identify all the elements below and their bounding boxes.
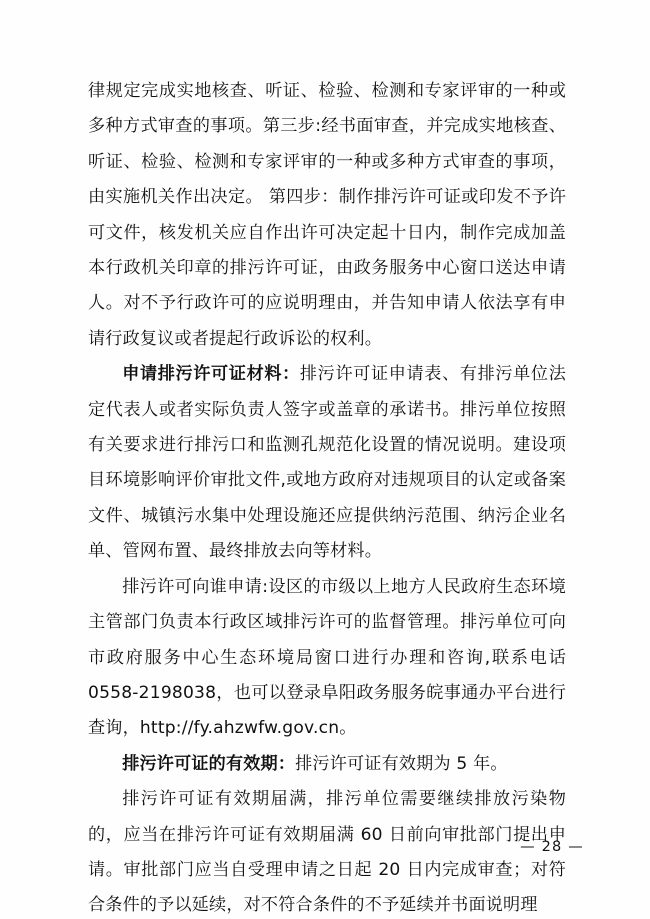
page-body <box>88 74 566 919</box>
page-number: — 28 — <box>520 839 584 855</box>
paragraph-2-text: 排污许可证申请表、有排污单位法定代表人或者实际负责人签字或盖章的承诺书。排污单位按照有关要求进行排污口和监测孔规范化设置的情况说明。建设项目环境影响评价审批文件,或地方政府对违规项目的认定或备案文件、城镇污水集中处理设施还应提供纳污范围、纳污企业名单、管网布置、最终排放去向等材料。 <box>88 364 567 562</box>
paragraph-4-text: 排污许可证有效期为 5 年。 <box>295 753 508 774</box>
paragraph-2 <box>88 357 566 569</box>
paragraph-4 <box>88 747 566 782</box>
paragraph-4-bold-lead: 排污许可证的有效期： <box>122 753 296 774</box>
paragraph-2-bold-lead: 申请排污许可证材料： <box>122 364 300 385</box>
paragraph-5: 排污许可证有效期届满，排污单位需要继续排放污染物的，应当在排污许可证有效期届满 60 日前向审批部门提出申请。审批部门应当自受理申请之日起 20 日内完成审查；对符合条件的予以延续，对不符合条件的不予延续并书面说明理 <box>88 789 566 916</box>
paragraph-1: 律规定完成实地核查、听证、检验、检测和专家评审的一种或多种方式审查的事项。第三步:经书面审查，并完成实地核查、听证、检验、检测和专家评审的一种或多种方式审查的事项，由实施机关作出决定。 第四步：制作排污许可证或印发不予许可文件，核发机关应自作出许可决定起十日内，制作完成加盖本行政机关印章的排污许可证，由政务服务中心窗口送达申请人。对不予行政许可的应说明理由，并告知申请人依法享有申请行政复议或者提起行政诉讼的权利。 <box>88 81 566 349</box>
paragraph-3: 排污许可向谁申请:设区的市级以上地方人民政府生态环境主管部门负责本行政区域排污许可的监督管理。排污单位可向市政府服务中心生态环境局窗口进行办理和咨询,联系电话0558-2198038，也可以登录阜阳政务服务皖事通办平台进行查询，http://fy.ahzwfw.gov.cn。 <box>88 576 566 739</box>
